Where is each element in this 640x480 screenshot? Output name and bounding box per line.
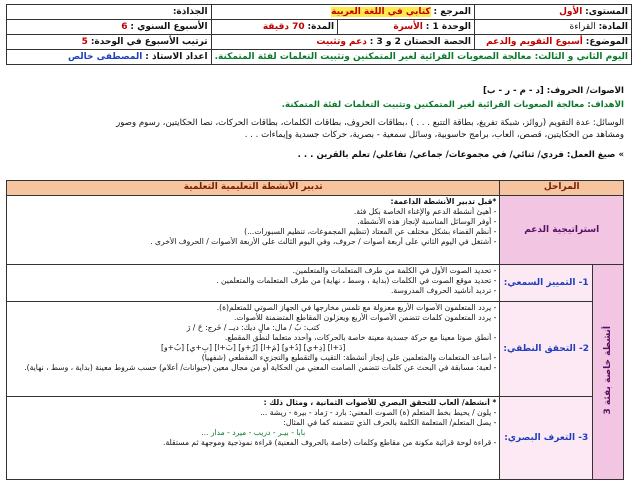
activities-table [6,180,624,480]
stages-header: المراحل [500,181,624,196]
sub1-line: - تحديد موقع الصوت في الكلمات (بداية ، وسط ، نهاية) من طرف المتعلمات والمتعلمين . [216,276,497,285]
goals-line: الأهداف: معالجة الصعوبات القرائية لغير المتمكنين وتثبيت التعلمات لفئة المتمكنة. [281,100,624,110]
activities-header: تدبير الأنشطة التعليمية التعلمية [7,181,500,196]
sub2-line: [دَ+ا] [دِ+ي] [دُ+و] [مَ+ا] [رُ+و] [بَ+ا] [بِ+ي] [بُ+و] [161,343,346,352]
sub-pronunciation: 2- التحقق النطقي: [500,302,593,397]
sessions-cell: الحصة الحصتان 2 و 3 : دعم وتثبيت [211,35,474,50]
sub3-line: - يصل المتعلم/ المتعلمة الكلمة بالحرف الذي تتضمنه كما في المثال: [283,418,497,427]
side-label-cell [593,265,624,480]
sub3-line: - يلون / يحيط بخط المتعلم (ة) الصوت المعني: بارد - رَماد - بيرة - ريشة ... [260,408,497,417]
sub-visual: 3- التعرف البصري: [500,397,593,480]
work-line: » صيغ العمل: فردي/ ثنائي/ في مجموعات/ جماعي/ تفاعلي/ تعلم بالقرين . . . [297,150,624,160]
unit-week-cell: ترتيب الأسبوع في الوحدة: 5 [7,35,212,50]
stage1-line: - أوفر الوسائل المناسبة لإنجاز هذه الأنشطة. [357,217,497,226]
duration-cell: المدة: 70 دقيقة [211,20,338,35]
means-line-1: الوسائل: عدة التقويم (روائز، شبكة تفريغ، بطاقة التتبع . . . ) ،بطاقات الحروف، بطاقات الكلمات، بطاقات الحركات، نصا الحكايتين، رسوم وصور [116,118,624,128]
side-label: أنشطة خاصة بفئة 3 [603,326,613,415]
stage1-line: *قبل تدبير الأنشطة الداعمة: [390,197,497,206]
days-cell: اليوم الثاني و الثالث: معالجة الصعوبات القرائية لغير المتمكنين وتثبيت التعلمات لفئة المتمكنة. [211,50,631,65]
reference-cell: المرجع : كتابي في اللغة العربية [211,5,474,20]
sub1-line: - ترديد أناشيد الحروف المدروسة. [391,286,497,295]
sub2-line: - يردد المتعلمون الأصوات الأربع معزولة مع تلمس مخارجها في الجهاز الصوتي للمتعلم(ة). [216,303,497,312]
sub2-content [7,302,500,397]
subject-cell: المادة: القراءة [475,20,632,35]
teacher-cell: اعداد الاستاذ : المصطفى خالص [7,50,212,65]
stage1-line: - أنظم الفضاء بشكل مختلف عن المعتاد (تنظيم المجموعات، تنظيم السبورات...) [244,227,497,236]
level-cell: المستوى: الأول [475,5,632,20]
sub1-line: - تحديد الصوت الأول في الكلمة من طرف المتعلمات والمتعلمين. [292,266,497,275]
sub2-line: - يردد المتعلمون كلمات تتضمن الأصوات الأربع ويعزلون المقاطع المتضمنة للأصوات. [233,313,497,322]
sounds-line: الأصوات/ الحروف: [د - م - ر - ب] [482,86,624,96]
sub2-line: - أساعد المتعلمات والمتعلمين على إنجاز أنشطة: التقيب والتقطيع والتجزيء المقطعي (شفهيا) [201,353,497,362]
header-table [6,4,632,65]
sub2-line: - لعبة: مسابقة في البحث عن كلمات تتضمن الصامت المعني من الحكاية أو من مجال معين (حيوانات/ أعلام) حسب شروط معينة (بداية ، وسط ، نهاية). [24,363,497,372]
sub3-line: - قراءة لوحة قرائية مكونة من مقاطع وكلمات (خاصة بالحروف المعنية) قراءة نموذجية وموجهة ثم مستقلة. [163,438,497,447]
sub2-line: - أنطق صوتا معينا مع حركة جسدية معينة خاصة بالحركات، وأحدد متعلما لنطق المقطع. [224,333,497,342]
topic-cell: الموضوع: أسبوع التقويم والدعم [475,35,632,50]
sub3-line: * أنشطة/ ألعاب للتحقق البصري للأصوات الثمانية ، ومثال ذلك : [263,398,497,407]
sub3-content [7,397,500,480]
sub2-line: كتب: بُ / مال: مالٍ ديك: ديــ / خَرج: خَ / رَ [186,323,320,332]
quality-cell: الجذاذة: [7,5,212,20]
annual-week-cell: الأسبوع السنوي : 6 [7,20,212,35]
stage-support-strategy: استراتيجية الدعم [500,196,624,265]
sub-auditory: 1- التمييز السمعي: [500,265,593,302]
means-line-2: ومشاهد من الحكايتين، قصص، ألعاب، برامج حاسوبية، وسائل سمعية - بصرية، حركات جسدية وإيماءات . . . [244,130,624,140]
stage1-content [7,196,500,265]
stage1-line: - أشتغل في اليوم الثاني على أربعة أصوات / حروف، وفي اليوم الثالث على الأربعة الأصوات / الحروف الأخرى . [150,237,497,246]
sub1-content [7,265,500,302]
sub3-line: بابا - بيـر - دريب - ميرد - مدار ... [201,428,306,437]
stage1-line: - أهيئ أنشطة الدعم والإغناء الخاصة بكل فئة. [353,207,497,216]
unit-cell: الوحدة 1 : الأسرة [338,20,475,35]
